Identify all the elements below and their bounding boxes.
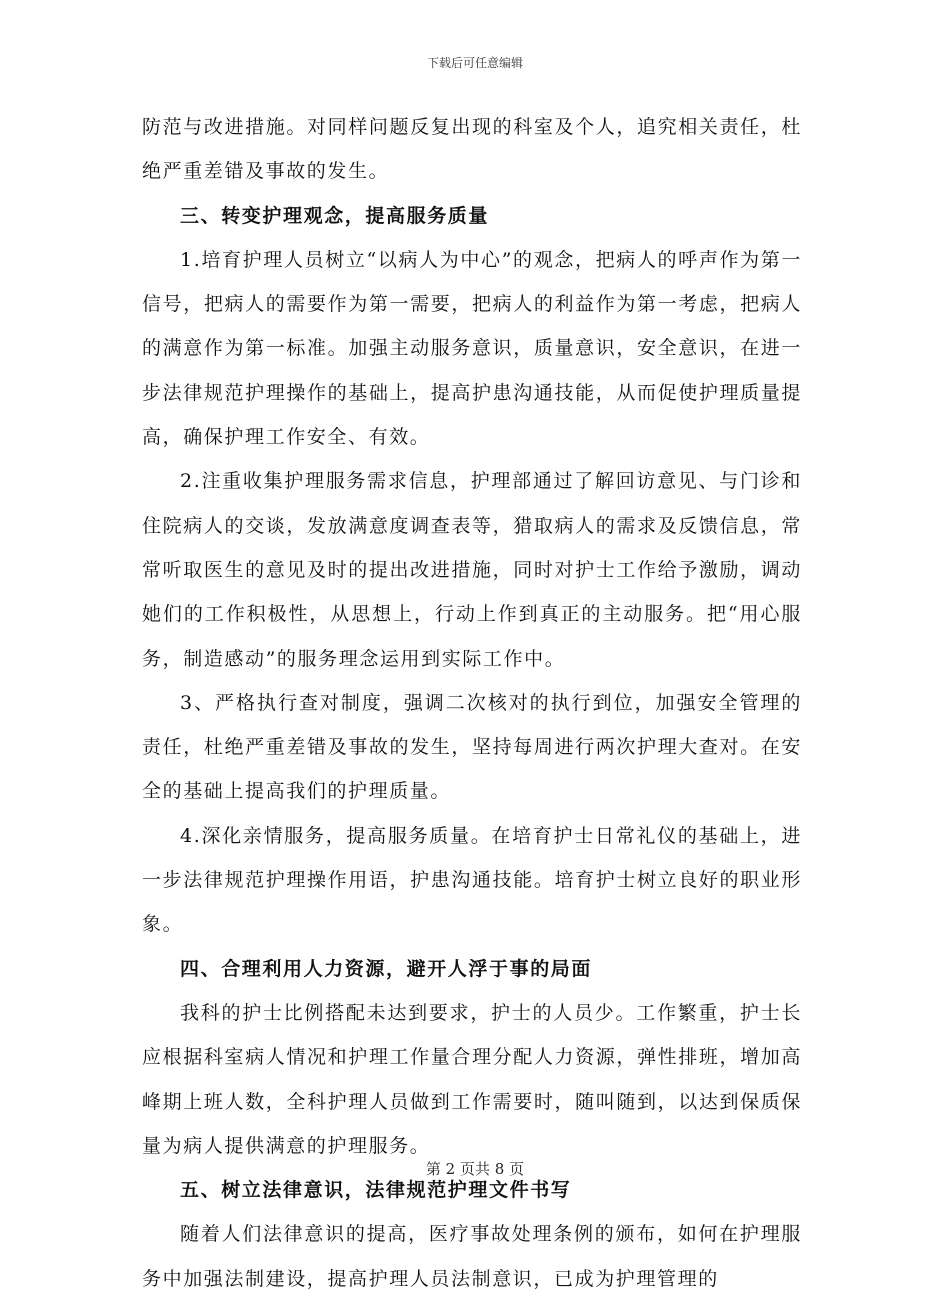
section-heading-4: 四、合理利用人力资源，避开人浮于事的局面 bbox=[180, 957, 593, 980]
page-header: 下载后可任意编辑 bbox=[426, 56, 523, 70]
paragraph-item-4: 4.深化亲情服务，提高服务质量。在培育护士日常礼仪的基础上，进一步法律规范护理操作用语，护患沟通技能。培育护士树立良好的职业形象。 bbox=[142, 824, 802, 936]
section-heading-3: 三、转变护理观念，提高服务质量 bbox=[180, 204, 490, 227]
paragraph-item-1: 1.培育护理人员树立“以病人为中心”的观念，把病人的呼声作为第一信号，把病人的需要作为第一需要，把病人的利益作为第一考虑，把病人的满意作为第一标准。加强主动服务意识，质量意识，安全意识，在进一步法律规范护理操作的基础上，提高护患沟通技能，从而促使护理质量提高，确保护理工作安全、有效。 bbox=[142, 248, 802, 449]
page-footer: 第 2 页共 8 页 bbox=[425, 1160, 525, 1178]
document-body bbox=[142, 105, 802, 1301]
paragraph-item-2: 2.注重收集护理服务需求信息，护理部通过了解回访意见、与门诊和住院病人的交谈，发放满意度调查表等，猎取病人的需求及反馈信息，常常听取医生的意见及时的提出改进措施，同时对护士工作给予激励，调动她们的工作积极性，从思想上，行动上作到真正的主动服务。把“用心服务，制造感动”的服务理念运用到实际工作中。 bbox=[142, 470, 802, 670]
paragraph-staffing: 我科的护士比例搭配未达到要求，护士的人员少。工作繁重，护士长应根据科室病人情况和护理工作量合理分配人力资源，弹性排班，增加高峰期上班人数，全科护理人员做到工作需要时，随叫随到，以达到保质保量为病人提供满意的护理服务。 bbox=[142, 1001, 802, 1157]
paragraph-legal: 随着人们法律意识的提高，医疗事故处理条例的颁布，如何在护理服务中加强法制建设，提高护理人员法制意识，已成为护理管理的 bbox=[142, 1223, 802, 1290]
section-heading-5: 五、树立法律意识，法律规范护理文件书写 bbox=[180, 1179, 572, 1202]
paragraph-item-3: 3、严格执行查对制度，强调二次核对的执行到位，加强安全管理的责任，杜绝严重差错及事故的发生，坚持每周进行两次护理大查对。在安全的基础上提高我们的护理质量。 bbox=[142, 691, 802, 803]
paragraph-continuation: 防范与改进措施。对同样问题反复出现的科室及个人，追究相关责任，杜绝严重差错及事故的发生。 bbox=[142, 116, 802, 183]
